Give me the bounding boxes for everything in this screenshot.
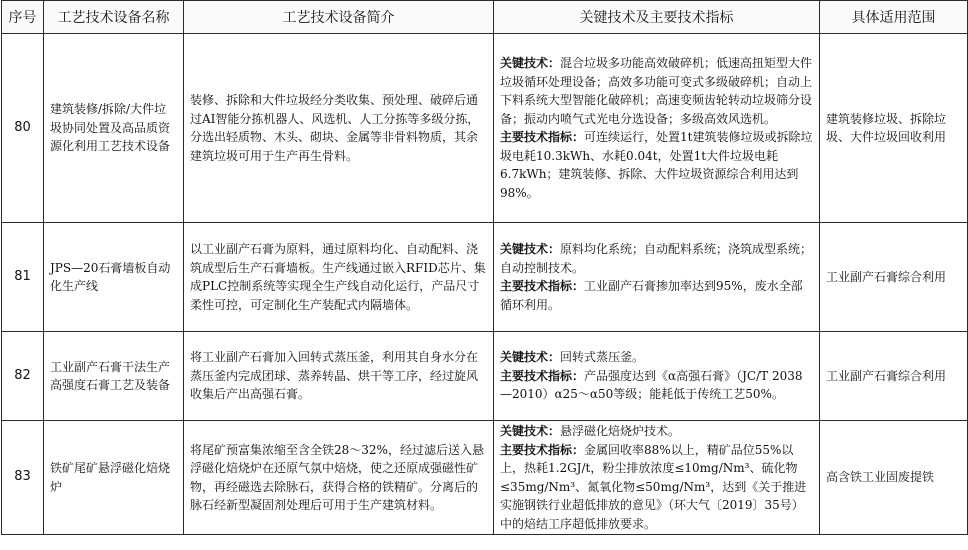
key-tech-cell — [494, 34, 820, 223]
equipment-intro: 装修、拆除和大件垃圾经分类收集、预处理、破碎后通过AI智能分拣机器人、风选机、人工分拣等多级分拣，分选出轻质物、木头、砌块、金属等非骨料物质，其余建筑垃圾可用于生产再生骨料。 — [184, 34, 494, 223]
key-tech-label: 关键技术： — [500, 56, 561, 70]
key-tech-cell — [494, 421, 820, 535]
main-index-label: 主要技术指标： — [500, 368, 585, 383]
equipment-name: 铁矿尾矿悬浮磁化焙烧炉 — [44, 421, 184, 535]
key-tech-label: 关键技术： — [500, 424, 561, 438]
header-name: 工艺技术设备名称 — [44, 1, 184, 34]
key-tech-cell — [494, 332, 820, 421]
key-tech-text: 原料均化系统；自动配料系统；浇筑成型系统；自动控制技术。 — [500, 242, 813, 275]
key-tech-text: 回转式蒸压釜。 — [560, 350, 645, 365]
header-no: 序号 — [2, 1, 44, 34]
technology-table — [1, 0, 968, 535]
key-tech-label: 关键技术： — [500, 242, 561, 256]
row-number: 82 — [2, 332, 44, 421]
header-key-tech: 关键技术及主要技术指标 — [494, 1, 820, 34]
applicable-scope: 高含铁工业固废提铁 — [820, 421, 968, 535]
main-index-text: 金属回收率88%以上，精矿品位55%以上，热耗1.2GJ/t，粉尘排放浓度≤10mg/Nm³、硫化物≤35mg/Nm³、氮氧化物≤50mg/Nm³，达到《关于推进实施钢铁行业超低排放的意见》（环大气〔2019〕35号）中的焙结工序超低排放要求。 — [500, 442, 807, 531]
row-number: 80 — [2, 34, 44, 223]
equipment-name: 建筑装修/拆除/大件垃圾协同处置及高品质资源化利用工艺技术设备 — [44, 34, 184, 223]
equipment-name: JPS—20石膏墙板自动化生产线 — [44, 223, 184, 332]
main-index-text: 工业副产石膏掺加率达到95%，废水全部循环利用。 — [500, 279, 803, 312]
row-number: 83 — [2, 421, 44, 535]
main-index-label: 主要技术指标： — [500, 130, 585, 144]
header-scope: 具体适用范围 — [820, 1, 968, 34]
table-row — [2, 421, 968, 535]
key-tech-text: 混合垃圾多功能高效破碎机；低速高扭矩型大件垃圾循环处理设备；高效多功能可变式多级破碎机；自动上下料系统大型智能化破碎机；高速变频齿轮转动垃圾筛分设备；振动内喷气式光电分选设备；多级高效风选机。 — [500, 56, 813, 126]
main-index-label: 主要技术指标： — [500, 442, 585, 457]
applicable-scope: 工业副产石膏综合利用 — [820, 332, 968, 421]
equipment-name: 工业副产石膏干法生产高强度石膏工艺及装备 — [44, 332, 184, 421]
main-index-text: 产品强度达到《α高强石膏》（JC/T 2038—2010）α25～α50等级；能耗低于传统工艺50%。 — [500, 368, 803, 402]
row-number: 81 — [2, 223, 44, 332]
equipment-intro: 将尾矿预富集浓缩至含全铁28～32%，经过滤后送入悬浮磁化焙烧炉在还原气氛中焙烧，使之还原成强磁性矿物，再经磁选去除脉石，获得合格的铁精矿。分离后的脉石经新型凝固剂处理后可用于生产建筑材料。 — [184, 421, 494, 535]
key-tech-label: 关键技术： — [500, 350, 561, 365]
key-tech-text: 悬浮磁化焙烧炉技术。 — [560, 424, 681, 438]
header-intro: 工艺技术设备简介 — [184, 1, 494, 34]
table-row — [2, 34, 968, 223]
applicable-scope: 建筑装修垃圾、拆除垃圾、大件垃圾回收利用 — [820, 34, 968, 223]
equipment-intro: 将工业副产石膏加入回转式蒸压釜，利用其自身水分在蒸压釜内完成团球、蒸养转晶、烘干等工序，经过旋风收集后产出高强石膏。 — [184, 332, 494, 421]
applicable-scope: 工业副产石膏综合利用 — [820, 223, 968, 332]
table-row — [2, 223, 968, 332]
main-index-text: 可连续运行，处置1t建筑装修垃圾或拆除垃圾电耗10.3kWh、水耗0.04t，处置1t大件垃圾电耗6.7kWh；建筑装修、拆除、大件垃圾资源综合利用达到98%。 — [500, 130, 813, 200]
main-index-label: 主要技术指标： — [500, 279, 585, 293]
table-row — [2, 332, 968, 421]
key-tech-cell — [494, 223, 820, 332]
header-row — [2, 1, 968, 34]
equipment-intro: 以工业副产石膏为原料，通过原料均化、自动配料、浇筑成型后生产石膏墙板。生产线通过嵌入RFID芯片、集成PLC控制系统等实现全生产线自动化运行，产品尺寸柔性可控，可定制化生产装配式内隔墙体。 — [184, 223, 494, 332]
